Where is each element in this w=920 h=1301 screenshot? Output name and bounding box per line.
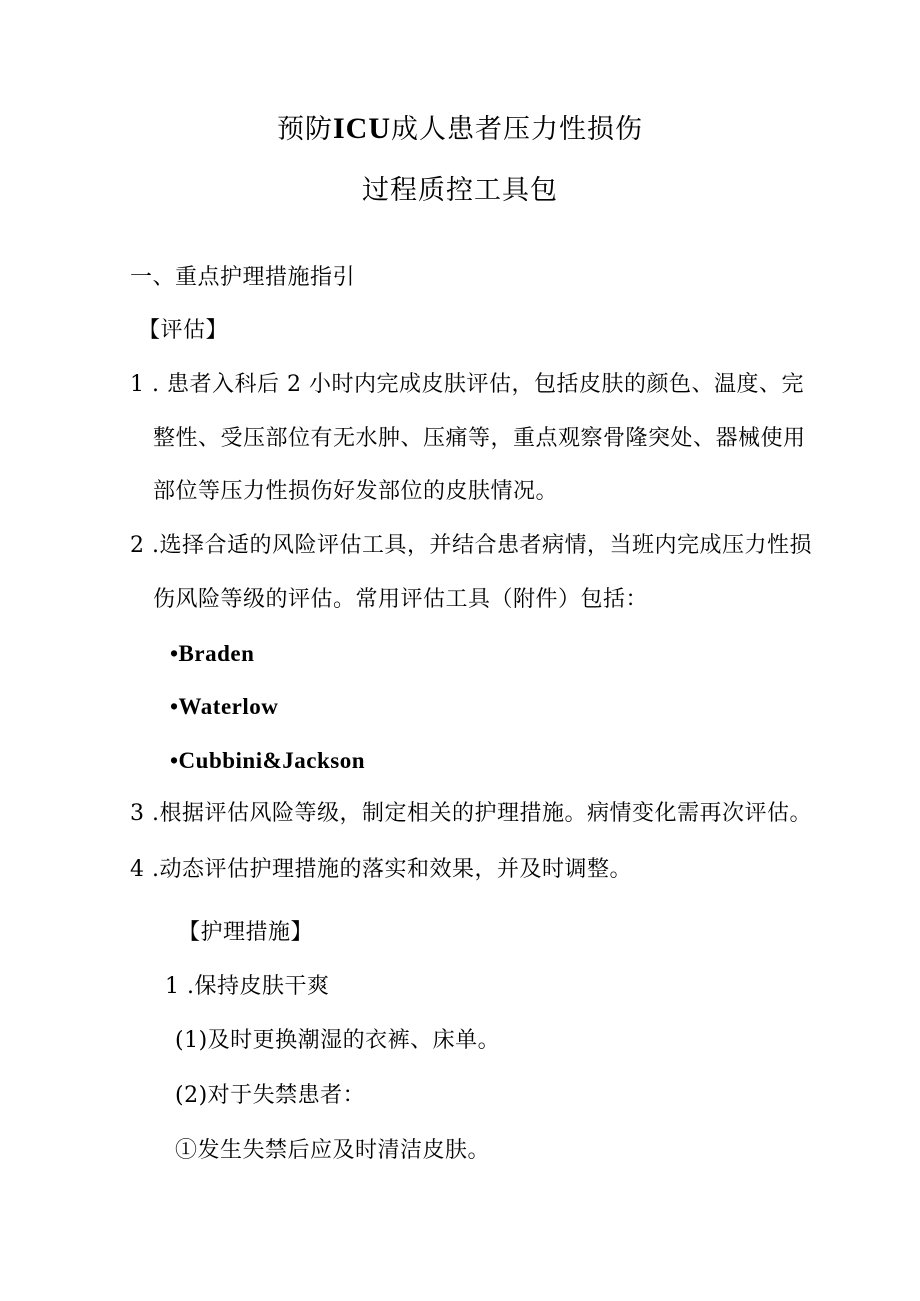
- title-latin: ICU: [332, 112, 391, 145]
- nursing-sub-1: (1)及时更换潮湿的衣裤、床单。: [175, 1028, 501, 1053]
- assessment-label: 【评估】: [138, 318, 229, 343]
- item-2-line-2: 伤风险等级的评估。常用评估工具（附件）包括：: [153, 587, 649, 612]
- tool-waterlow: •Waterlow: [170, 694, 279, 719]
- item-1-line-1: 1 . 患者入科后 2 小时内完成皮肤评估，包括皮肤的颜色、温度、完: [130, 372, 804, 397]
- item-2-line-1: 2 .选择合适的风险评估工具，并结合患者病情，当班内完成压力性损: [130, 533, 812, 558]
- tool-braden: •Braden: [170, 641, 255, 666]
- nursing-sub-2a: ①发生失禁后应及时清洁皮肤。: [175, 1138, 491, 1163]
- tool-cubbini-jackson: •Cubbini&Jackson: [170, 748, 366, 773]
- page-title-line-2: 过程质控工具包: [362, 175, 558, 206]
- page-title-line-1: [0, 112, 920, 147]
- item-4-line-1: 4 .动态评估护理措施的落实和效果，并及时调整。: [130, 857, 632, 882]
- nursing-label: 【护理措施】: [178, 920, 314, 945]
- nursing-sub-2: (2)对于失禁患者：: [175, 1083, 366, 1108]
- section-heading: 一、重点护理措施指引: [130, 265, 356, 290]
- title-suffix: 成人患者压力性损伤: [391, 114, 643, 145]
- item-1-line-3: 部位等压力性损伤好发部位的皮肤情况。: [153, 479, 559, 504]
- nursing-item-1: 1 .保持皮肤干爽: [165, 974, 330, 999]
- title-prefix: 预防: [276, 114, 333, 145]
- item-3-line-1: 3 .根据评估风险等级，制定相关的护理措施。病情变化需再次评估。: [130, 801, 812, 826]
- item-1-line-2: 整性、受压部位有无水肿、压痛等，重点观察骨隆突处、器械使用: [153, 426, 806, 451]
